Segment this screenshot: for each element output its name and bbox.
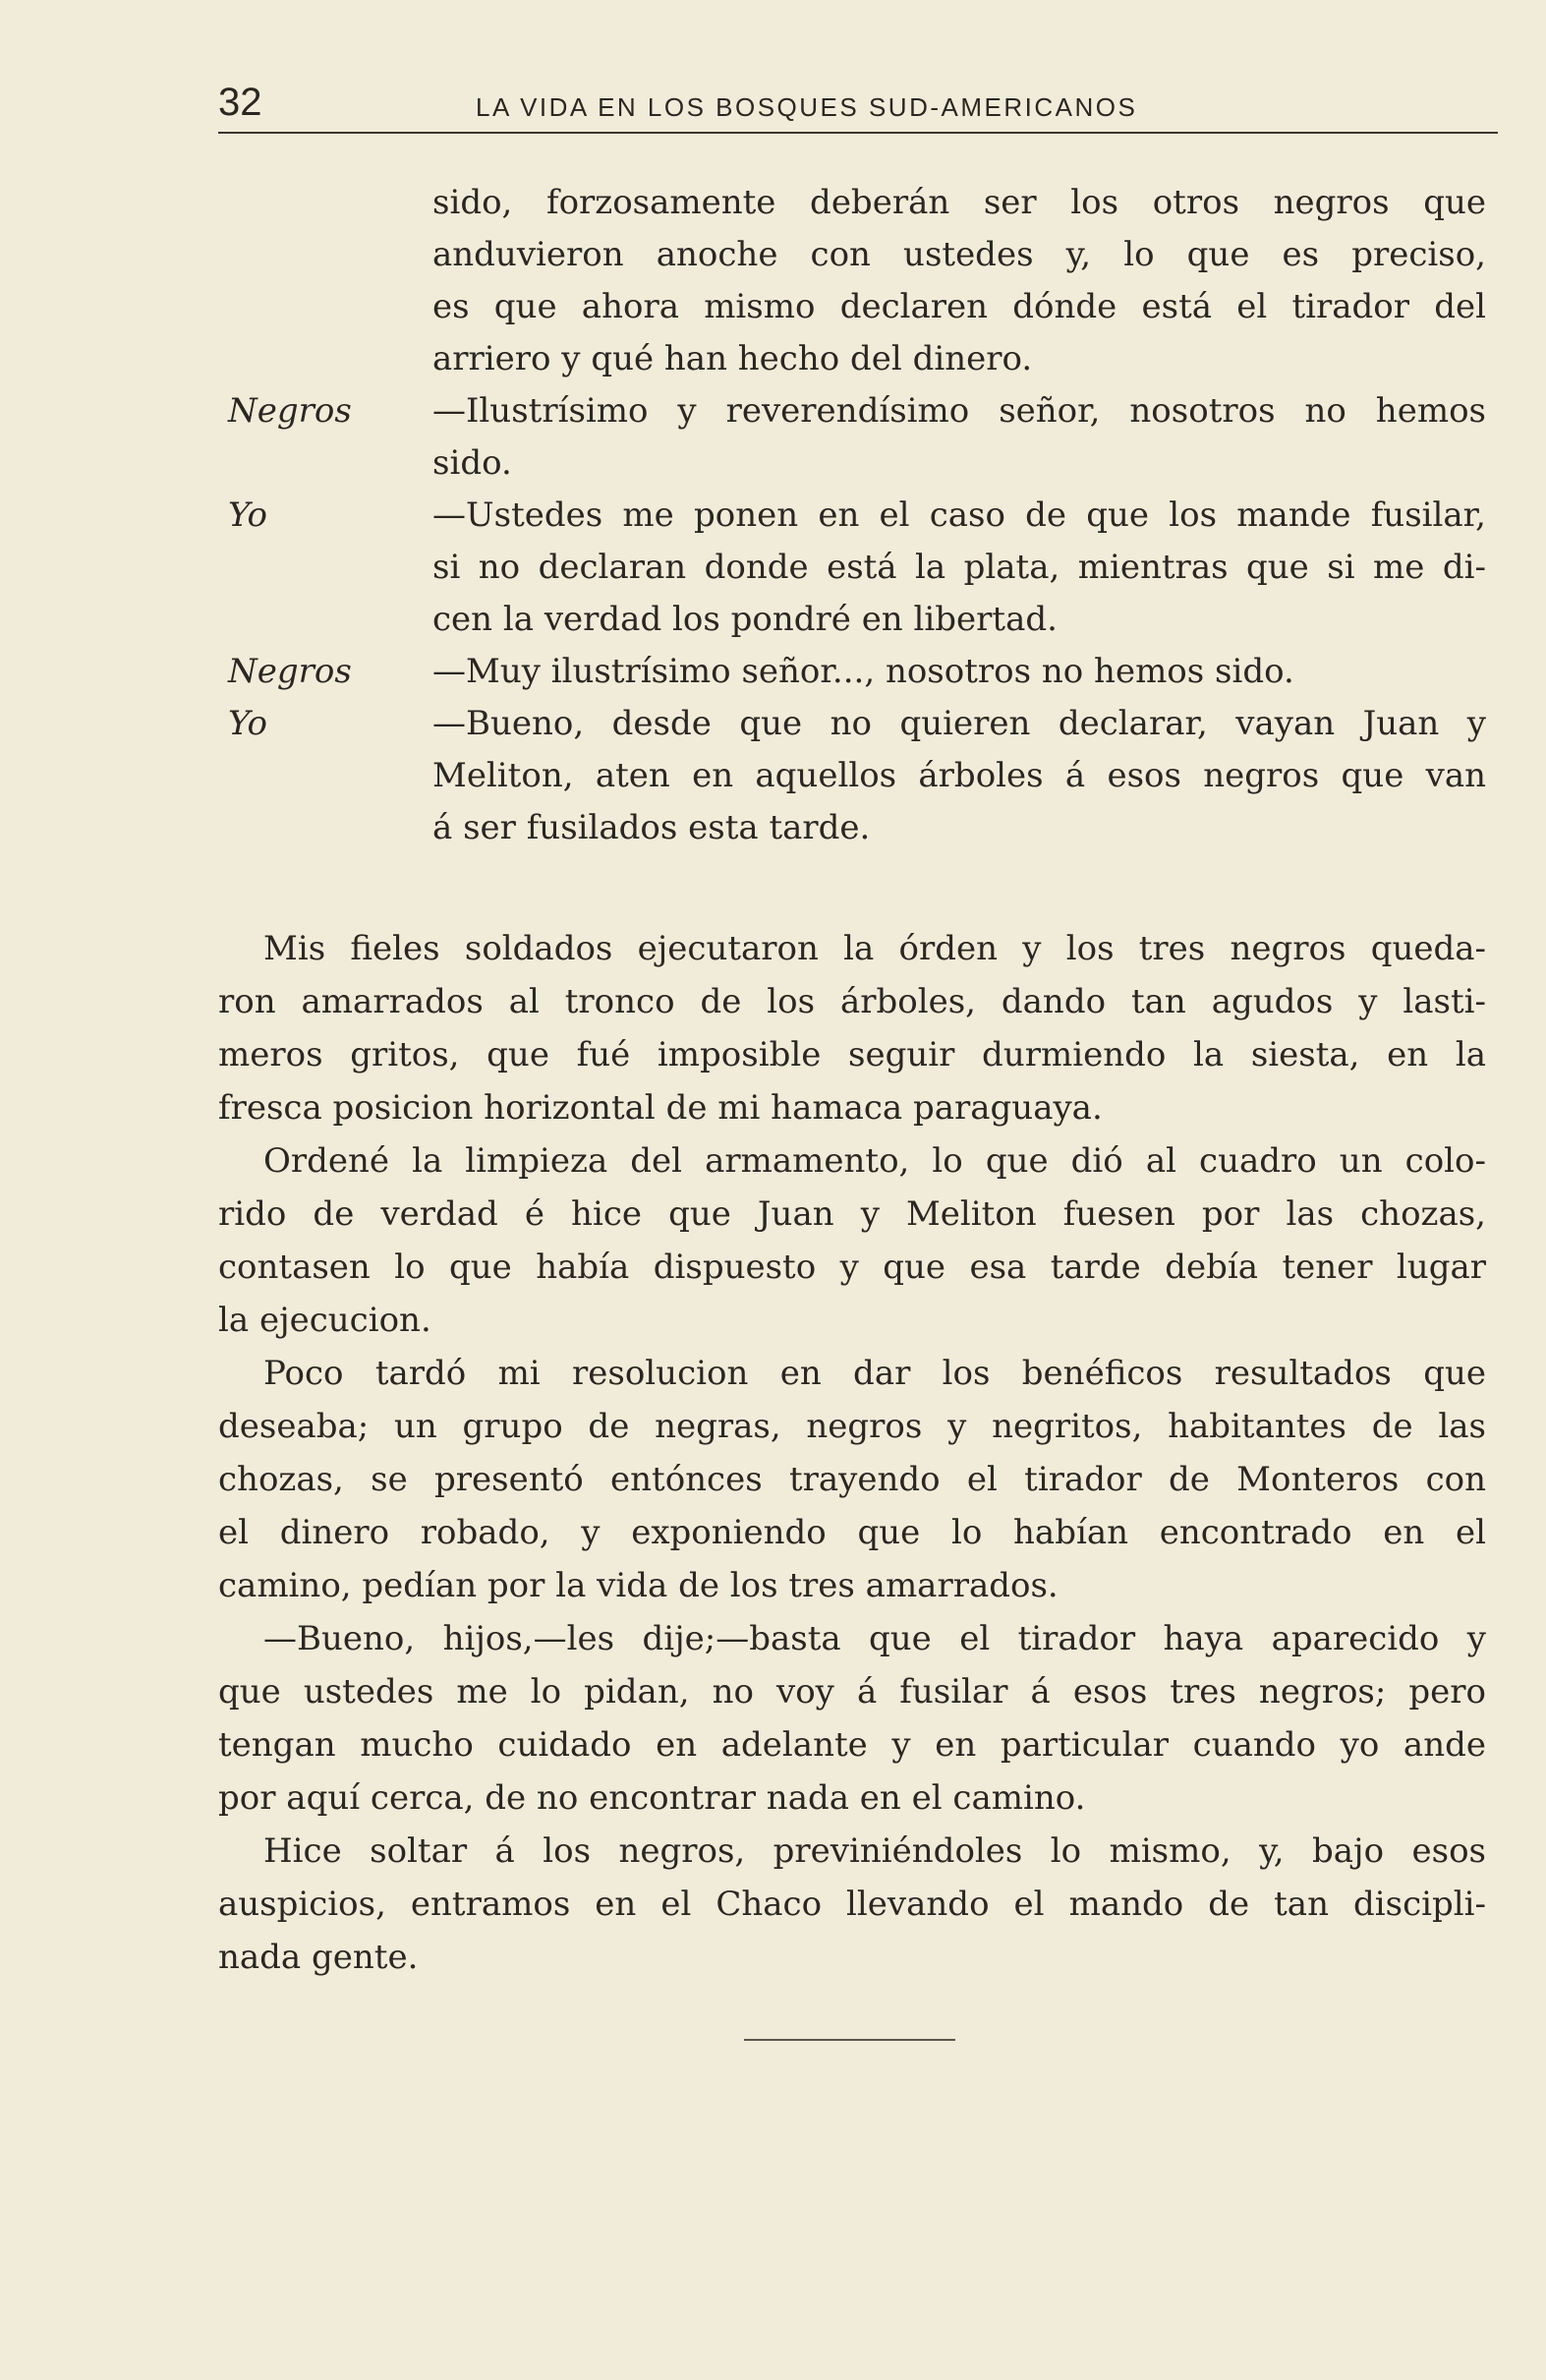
dialogue-speech (432, 698, 1486, 854)
text-line: ron amarrados al tronco de los árboles, dando tan agudos y lasti- (218, 982, 1486, 1021)
dialogue-speech (432, 385, 1486, 490)
text-line: camino, pedían por la vida de los tres amarrados. (218, 1566, 1059, 1605)
end-rule (744, 2039, 955, 2041)
text-line: nada gente. (218, 1938, 419, 1977)
page-header (218, 73, 1498, 134)
text-line: meros gritos, que fué imposible seguir durmiendo la siesta, en la (218, 1035, 1486, 1074)
text-line: Ordené la limpieza del armamento, lo que dió al cuadro un colo- (263, 1141, 1486, 1181)
text-line: —Bueno, hijos,—les dije;—basta que el tirador haya aparecido y (263, 1619, 1486, 1658)
text-line: chozas, se presentó entónces trayendo el tirador de Monteros con (218, 1460, 1486, 1499)
page-number: 32 (218, 81, 262, 124)
text-line: fresca posicion horizontal de mi hamaca paraguaya. (218, 1088, 1103, 1128)
text-line: —Bueno, desde que no quieren declarar, vayan Juan y (432, 704, 1486, 743)
text-line: á ser fusilados esta tarde. (432, 808, 871, 847)
paragraph (218, 1347, 1486, 1612)
dialogue-speech (432, 490, 1486, 646)
text-line: contasen lo que había dispuesto y que esa tarde debía tener lugar (218, 1248, 1486, 1287)
text-line: Poco tardó mi resolucion en dar los benéficos resultados que (263, 1354, 1486, 1393)
dialogue-entry (218, 698, 1498, 854)
narrative-body (218, 922, 1486, 1984)
text-line: arriero y qué han hecho del dinero. (432, 339, 1033, 378)
dialogue-speech (432, 646, 1486, 698)
text-line: —Ilustrísimo y reverendísimo señor, nosotros no hemos (432, 391, 1486, 431)
speaker-label: Yo (228, 704, 267, 743)
text-line: sido. (432, 443, 512, 483)
paragraph (218, 1825, 1486, 1984)
paragraph (218, 1134, 1486, 1347)
dialogue-entry (218, 490, 1498, 646)
text-line: anduvieron anoche con ustedes y, lo que es preciso, (432, 235, 1486, 274)
dialogue-entry (218, 646, 1498, 698)
text-line: deseaba; un grupo de negras, negros y negritos, habitantes de las (218, 1407, 1486, 1446)
paragraph (218, 1612, 1486, 1825)
text-line: Mis fieles soldados ejecutaron la órden y los tres negros queda- (263, 929, 1486, 968)
text-line: Hice soltar á los negros, previniéndoles lo mismo, y, bajo esos (263, 1831, 1486, 1871)
text-line: el dinero robado, y exponiendo que lo habían encontrado en el (218, 1513, 1486, 1552)
text-line: que ustedes me lo pidan, no voy á fusilar á esos tres negros; pero (218, 1672, 1486, 1712)
text-line: la ejecucion. (218, 1301, 431, 1340)
text-line: Meliton, aten en aquellos árboles á esos negros que van (432, 756, 1486, 795)
dialogue-speech (432, 177, 1486, 385)
text-line: si no declaran donde está la plata, mientras que si me di- (432, 548, 1486, 587)
dialogue-block (218, 177, 1498, 854)
speaker-label: Negros (228, 391, 352, 431)
text-line: tengan mucho cuidado en adelante y en particular cuando yo ande (218, 1725, 1486, 1765)
dialogue-entry (218, 385, 1498, 490)
speaker-label: Yo (228, 495, 267, 535)
dialogue-entry (218, 177, 1498, 385)
text-line: sido, forzosamente deberán ser los otros negros que (432, 183, 1486, 222)
text-line: es que ahora mismo declaren dónde está el tirador del (432, 287, 1486, 326)
text-line: rido de verdad é hice que Juan y Meliton fuesen por las chozas, (218, 1194, 1486, 1234)
text-line: por aquí cerca, de no encontrar nada en el camino. (218, 1778, 1086, 1818)
text-line: auspicios, entramos en el Chaco llevando el mando de tan discipli- (218, 1885, 1486, 1924)
paragraph (218, 922, 1486, 1134)
speaker-label: Negros (228, 652, 352, 691)
text-line: cen la verdad los pondré en libertad. (432, 600, 1058, 639)
running-title: LA VIDA EN LOS BOSQUES SUD-AMERICANOS (476, 92, 1138, 122)
text-line: —Muy ilustrísimo señor..., nosotros no hemos sido. (432, 652, 1294, 691)
text-line: —Ustedes me ponen en el caso de que los mande fusilar, (432, 495, 1486, 535)
